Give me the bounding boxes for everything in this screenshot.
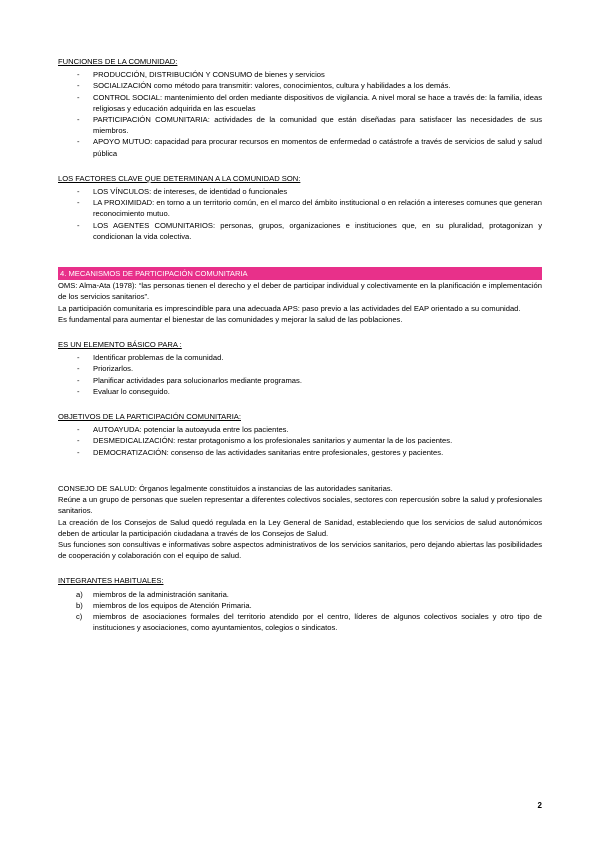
list-item: - DEMOCRATIZACIÓN: consenso de las actividades sanitarias entre profesionales, gestores y pacientes. xyxy=(58,447,542,458)
list-item: - CONTROL SOCIAL: mantenimiento del orden mediante dispositivos de vigilancia. A nivel moral se hace a través de: la familia, ideas religiosas y educación adquirida en las escuelas xyxy=(58,92,542,114)
elemento-heading: ES UN ELEMENTO BÁSICO PARA : xyxy=(58,340,182,350)
paragraph: La creación de los Consejos de Salud quedó regulada en la Ley General de Sanidad, estableciendo que los servicios de salud autonómicos deben de articular la participación ciudadana a través de los Consejos de Salud. xyxy=(58,517,542,538)
list-item: - SOCIALIZACIÓN como método para transmitir: valores, conocimientos, cultura y habilidades a los demás. xyxy=(58,80,542,91)
page-number: 2 xyxy=(537,801,542,810)
list-marker: c) xyxy=(76,611,83,621)
list-item-text: miembros de asociaciones formales del territorio atendido por el centro, líderes de algunos colectivos sociales y otro tipo de instituciones y asociaciones, como ayuntamientos, colegios o sindicatos. xyxy=(93,611,542,633)
funciones-heading: FUNCIONES DE LA COMUNIDAD: xyxy=(58,57,178,66)
list-item: - AUTOAYUDA: potenciar la autoayuda entre los pacientes. xyxy=(58,424,542,435)
integrantes-list xyxy=(58,589,542,634)
list-item xyxy=(58,600,542,611)
section-title-bar: 4. MECANISMOS DE PARTICIPACIÓN COMUNITARIA xyxy=(58,267,542,280)
list-item: - PARTICIPACIÓN COMUNITARIA: actividades de la comunidad que están diseñadas para satisfacer las necesidades de sus miembros. xyxy=(58,114,542,136)
objetivos-list xyxy=(58,424,542,458)
elemento-list xyxy=(58,352,542,397)
list-item: - Priorizarlos. xyxy=(58,363,542,374)
paragraph: Sus funciones son consultivas e informativas sobre aspectos administrativos de los servicios sanitarios, pero dejando abiertas las posibilidades de cooperación y colaboración con el equipo de salud. xyxy=(58,539,542,561)
list-item: - LOS VÍNCULOS: de intereses, de identidad o funcionales xyxy=(58,186,542,197)
factores-list xyxy=(58,186,542,242)
list-item-text: miembros de la administración sanitaria. xyxy=(93,589,229,599)
list-item: - Evaluar lo conseguido. xyxy=(58,386,542,397)
paragraph: OMS: Alma-Ata (1978): “las personas tienen el derecho y el deber de participar individual y colectivamente en la planificación e implementación de los servicios sanitarios”. xyxy=(58,281,542,302)
list-marker: b) xyxy=(76,600,83,610)
list-item xyxy=(58,589,542,600)
list-item: - Planificar actividades para solucionarlos mediante programas. xyxy=(58,375,542,386)
integrantes-heading: INTEGRANTES HABITUALES: xyxy=(58,576,164,586)
paragraph: CONSEJO DE SALUD: Órganos legalmente constituidos a instancias de las autoridades sanitarias. xyxy=(58,483,393,493)
list-marker: a) xyxy=(76,589,83,599)
list-item: - Identificar problemas de la comunidad. xyxy=(58,352,542,363)
paragraph: La participación comunitaria es imprescindible para una adecuada APS: paso previo a las actividades del EAP orientado a su comunidad. xyxy=(58,303,521,313)
list-item: - PRODUCCIÓN, DISTRIBUCIÓN Y CONSUMO de bienes y servicios xyxy=(58,69,542,80)
funciones-list xyxy=(58,69,542,159)
list-item: - LOS AGENTES COMUNITARIOS: personas, grupos, organizaciones e instituciones que, en su pluralidad, protagonizan y condicionan la vida colectiva. xyxy=(58,220,542,242)
paragraph: Reúne a un grupo de personas que suelen representar a diferentes colectivos sociales, sectores con repercusión sobre la salud y profesionales sanitarios. xyxy=(58,495,542,516)
paragraph: Es fundamental para aumentar el bienestar de las comunidades y mejorar la salud de las poblaciones. xyxy=(58,314,403,324)
list-item: - DESMEDICALIZACIÓN: restar protagonismo a los profesionales sanitarios y aumentar la de los pacientes. xyxy=(58,435,542,446)
factores-heading: LOS FACTORES CLAVE QUE DETERMINAN A LA COMUNIDAD SON: xyxy=(58,173,301,183)
list-item xyxy=(58,611,542,633)
objetivos-heading: OBJETIVOS DE LA PARTICIPACIÓN COMUNITARIA: xyxy=(58,412,241,422)
list-item: - APOYO MUTUO: capacidad para procurar recursos en momentos de enfermedad o catástrofe a través de servicios de salud y salud pública xyxy=(58,136,542,158)
list-item-text: miembros de los equipos de Atención Primaria. xyxy=(93,600,252,610)
list-item: - LA PROXIMIDAD: en torno a un territorio común, en el marco del ámbito institucional o en relación a intereses comunes que generan reconocimiento mutuo. xyxy=(58,197,542,219)
